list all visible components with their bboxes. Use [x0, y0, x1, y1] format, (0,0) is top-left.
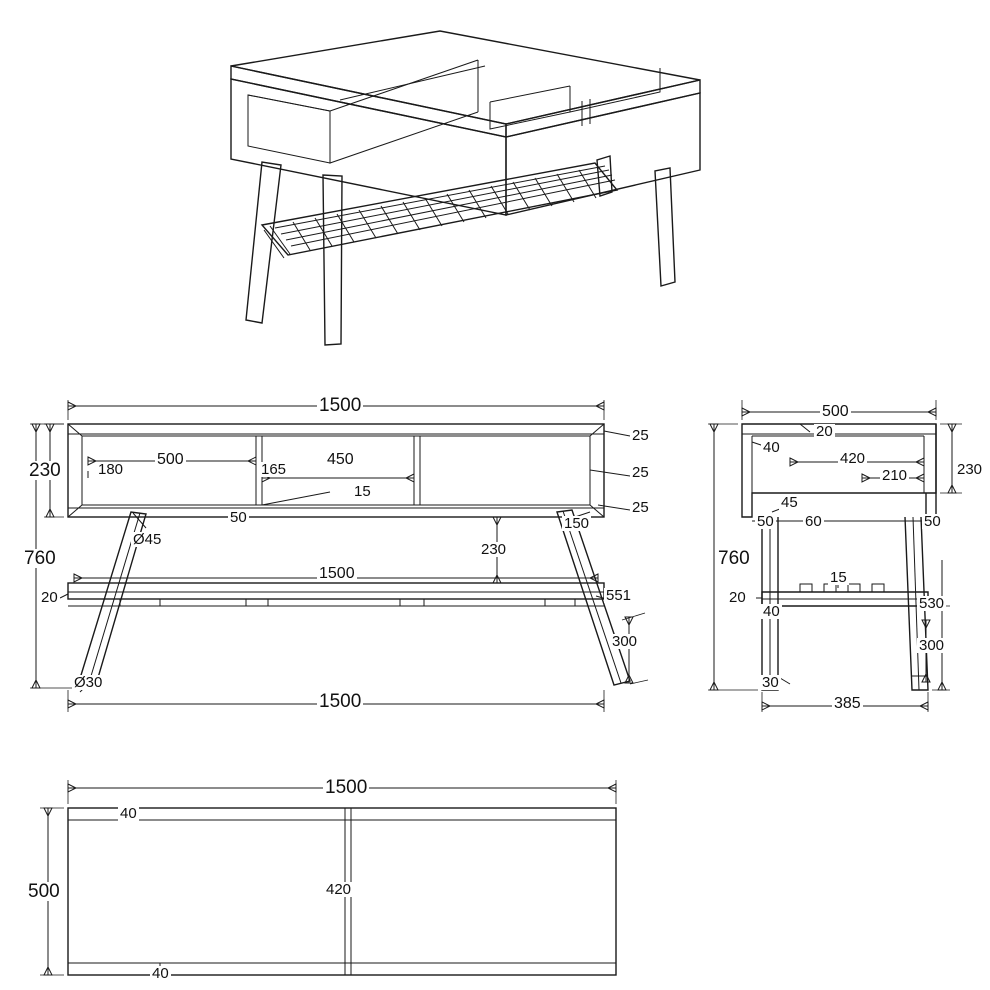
- dim-side-leg-bottom-300: 300: [919, 637, 945, 654]
- isometric-view: [231, 31, 700, 345]
- dim-top-front-edge-40: 40: [120, 805, 137, 822]
- dim-side-inner-420: 420: [840, 450, 866, 467]
- dim-side-depth-500: 500: [822, 403, 849, 420]
- dim-side-leg-45: 45: [781, 494, 798, 511]
- dim-top-middle-420: 420: [326, 881, 352, 898]
- dim-front-overall-width-bottom: 1500: [319, 691, 362, 712]
- dim-front-divider-165: 165: [261, 461, 287, 478]
- dim-front-leg-551: 551: [606, 587, 632, 604]
- dim-front-overall-width-top: 1500: [319, 395, 362, 416]
- dim-front-shelf-thickness-20: 20: [41, 589, 58, 606]
- dim-front-total-height-760: 760: [24, 548, 56, 569]
- dim-side-box-230: 230: [957, 461, 983, 478]
- dim-side-leg-center-60: 60: [805, 513, 822, 530]
- dim-side-foot-30: 30: [762, 674, 779, 691]
- dim-front-hole-45: Ø45: [133, 531, 162, 548]
- dim-front-shelf-width-1500: 1500: [319, 565, 355, 582]
- dim-front-leg-offset-150: 150: [564, 515, 590, 532]
- dim-top-length-1500: 1500: [325, 777, 368, 798]
- dim-front-panel-15: 15: [354, 483, 371, 500]
- dim-top-depth-500: 500: [28, 881, 60, 902]
- dim-front-compartment-left-width: 500: [157, 451, 184, 468]
- dim-side-leg-right-50: 50: [924, 513, 941, 530]
- dim-front-shelf-drop-230: 230: [481, 541, 507, 558]
- front-view-dimensions: [30, 400, 648, 712]
- dim-side-overhang-20: 20: [816, 423, 833, 440]
- dim-front-compartment-right-width: 450: [327, 451, 354, 468]
- dim-front-foot-30: Ø30: [74, 674, 103, 691]
- dim-side-leg-left-50: 50: [757, 513, 774, 530]
- dim-side-edge-40: 40: [763, 439, 780, 456]
- dim-side-footprint-385: 385: [834, 695, 861, 712]
- dim-front-height-left: 230: [29, 460, 61, 481]
- dim-front-base-50: 50: [230, 509, 247, 526]
- dim-side-shelf-offset-40: 40: [763, 603, 780, 620]
- dim-front-top-25c: 25: [632, 499, 649, 516]
- dim-side-total-height-760: 760: [718, 548, 750, 569]
- dim-front-top-25b: 25: [632, 464, 649, 481]
- dim-front-top-25a: 25: [632, 427, 649, 444]
- dim-side-slat-15: 15: [830, 569, 847, 586]
- dim-side-shelf-20: 20: [729, 589, 746, 606]
- dim-top-back-edge-40: 40: [152, 965, 169, 982]
- dim-side-inner-210: 210: [882, 467, 908, 484]
- dim-front-leg-bottom-300: 300: [612, 633, 638, 650]
- dim-side-lower-530: 530: [919, 595, 945, 612]
- dim-front-panel-180: 180: [98, 461, 124, 478]
